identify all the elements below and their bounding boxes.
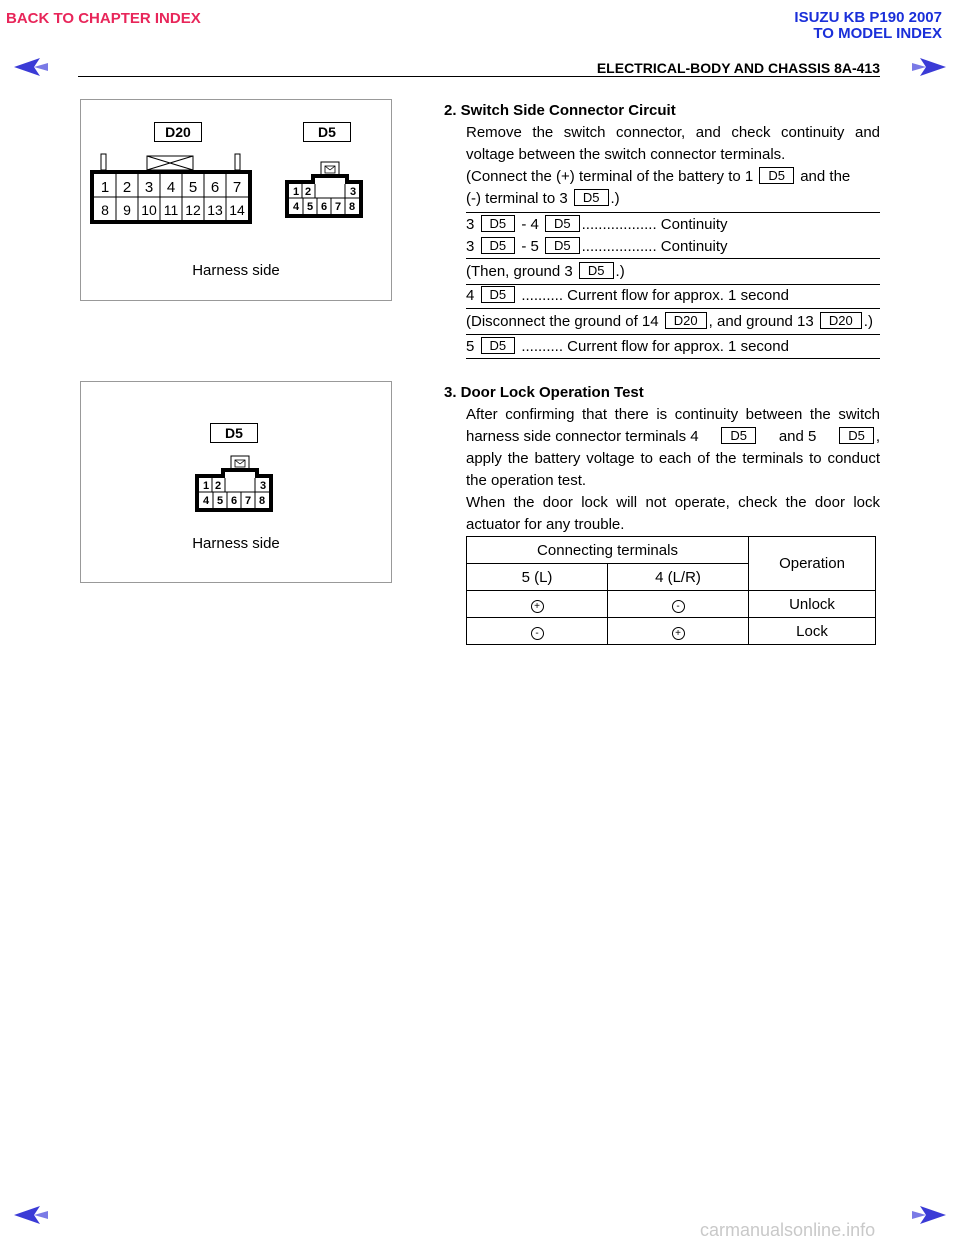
step2-heading: 2. Switch Side Connector Circuit (444, 102, 676, 119)
d5-pin-label: 8 (348, 201, 356, 213)
connector-tag: D5 (574, 189, 609, 206)
divider (466, 358, 880, 359)
d20-pin-label: 6 (210, 179, 220, 196)
connector-tag: D5 (481, 337, 516, 354)
connect-text-a: (Connect the (+) terminal of the battery to 1 (466, 168, 754, 185)
connector-tag: D20 (820, 312, 862, 329)
connector-tag: D5 (759, 167, 794, 184)
d5-pin-label: 6 (320, 201, 328, 213)
connector-figure-d5 (80, 381, 392, 583)
d5-label: D5 (303, 122, 351, 142)
current-flow-row-5: 5 D5 .......... Current flow for approx. 1 second (466, 338, 789, 355)
d5-pin-label: 7 (334, 201, 342, 213)
connector-tag: D5 (721, 427, 756, 444)
connector-tag: D5 (839, 427, 874, 444)
d20-pin-label: 13 (207, 202, 223, 218)
step3-line1: After confirming that there is continuity between the switch (466, 406, 880, 423)
d20-pin-label: 8 (101, 202, 109, 218)
d5-pin-label: 5 (306, 201, 314, 213)
d5-pin-label: 3 (259, 480, 267, 492)
step2-ground-line (466, 188, 620, 210)
connector-tag: D20 (665, 312, 707, 329)
table-cell-unlock: Unlock (749, 591, 876, 618)
d5-pin-label: 7 (244, 495, 252, 507)
ground-text: (-) terminal to 3 (466, 190, 568, 207)
d5-pin-label: 2 (304, 186, 312, 198)
table-col-5L: 5 (L) (467, 564, 608, 591)
connector-tag: D5 (579, 262, 614, 279)
d5-connector-drawing-fig1 (283, 160, 367, 222)
connector-tag: D5 (545, 215, 580, 232)
step3-heading: 3. Door Lock Operation Test (444, 384, 644, 401)
header-rule (78, 76, 880, 77)
operation-table (466, 536, 876, 645)
step3-line4: the operation test. (466, 472, 587, 489)
d5-pin-label: 6 (230, 495, 238, 507)
d20-pin-label: 7 (232, 179, 242, 196)
step3-line5: When the door lock will not operate, check the door lock (466, 494, 880, 511)
connector-figure-d20-d5 (80, 99, 392, 301)
divider (466, 308, 880, 309)
model-title-text: ISUZU KB P190 2007 (794, 9, 942, 26)
minus-icon: - (672, 600, 685, 613)
back-to-chapter-index-link[interactable]: BACK TO CHAPTER INDEX (6, 10, 201, 27)
d20-pin-label: 5 (188, 179, 198, 196)
model-index-block[interactable] (794, 10, 942, 42)
d20-pin-label: 10 (141, 202, 157, 218)
d5-connector-drawing-fig2 (193, 454, 277, 516)
d5-label-fig2: D5 (210, 423, 258, 443)
d20-pin-label: 2 (122, 179, 132, 196)
d20-pin-label: 11 (163, 202, 179, 218)
plus-icon: + (672, 627, 685, 640)
d5-pin-label: 1 (292, 186, 300, 198)
step2-connect-line (466, 166, 880, 188)
figure1-caption: Harness side (192, 262, 280, 279)
connector-tag: D5 (481, 237, 516, 254)
d20-label: D20 (154, 122, 202, 142)
table-cell-lock: Lock (749, 618, 876, 645)
connect-text-b: and the (800, 168, 851, 185)
continuity-row-1: 3 D5 - 4 D5 .................. Continuity (466, 216, 728, 233)
step2-paragraph (466, 122, 880, 166)
d20-pin-label: 14 (229, 202, 245, 218)
d5-pin-label: 4 (202, 495, 210, 507)
d20-connector-drawing (87, 152, 255, 228)
table-row (467, 618, 876, 645)
d20-pin-label: 12 (185, 202, 201, 218)
step3-line6: actuator for any trouble. (466, 516, 625, 533)
to-model-index-link[interactable]: TO MODEL INDEX (813, 25, 942, 42)
d5-pin-label: 5 (216, 495, 224, 507)
prev-page-arrow-icon[interactable] (12, 57, 50, 77)
figure2-caption: Harness side (192, 535, 280, 552)
connector-tag: D5 (481, 215, 516, 232)
then-ground-row: (Then, ground 3 D5 .) (466, 263, 625, 280)
d5-pin-label: 8 (258, 495, 266, 507)
table-head-connecting: Connecting terminals (467, 537, 749, 564)
divider (466, 212, 880, 213)
d20-pin-label: 4 (166, 179, 176, 196)
current-flow-row-4: 4 D5 .......... Current flow for approx. 1 second (466, 287, 789, 304)
next-page-arrow-icon[interactable] (910, 57, 948, 77)
step2-para1: Remove the switch connector, and check continuity and voltage between the switch connector terminals. (466, 124, 880, 163)
d5-pin-label: 3 (349, 186, 357, 198)
table-row (467, 591, 876, 618)
d5-pin-label: 2 (214, 480, 222, 492)
disconnect-row: (Disconnect the ground of 14 D20 , and ground 13 D20 .) (466, 313, 873, 330)
d20-pin-label: 9 (123, 202, 131, 218)
watermark-text: carmanualsonline.info (700, 1220, 876, 1240)
connector-tag: D5 (545, 237, 580, 254)
step3-line2: harness side connector terminals 4 D5 and 5 D5 , (466, 428, 880, 445)
divider (466, 258, 880, 259)
page-header-title: ELECTRICAL-BODY AND CHASSIS 8A-413 (596, 60, 880, 76)
table-col-4LR: 4 (L/R) (608, 564, 749, 591)
d20-pin-label: 3 (144, 179, 154, 196)
minus-icon: - (531, 627, 544, 640)
d5-pin-label: 1 (202, 480, 210, 492)
prev-page-arrow-icon-bottom[interactable] (12, 1205, 50, 1225)
divider (466, 334, 880, 335)
d20-pin-label: 1 (100, 179, 110, 196)
step3-line3: apply the battery voltage to each of the terminals to conduct (466, 450, 880, 467)
table-head-operation: Operation (749, 537, 876, 591)
connector-tag: D5 (481, 286, 516, 303)
plus-icon: + (531, 600, 544, 613)
d5-pin-label: 4 (292, 201, 300, 213)
continuity-row-2: 3 D5 - 5 D5 .................. Continuity (466, 238, 728, 255)
ground-text-end: .) (610, 190, 620, 207)
next-page-arrow-icon-bottom[interactable] (910, 1205, 948, 1225)
